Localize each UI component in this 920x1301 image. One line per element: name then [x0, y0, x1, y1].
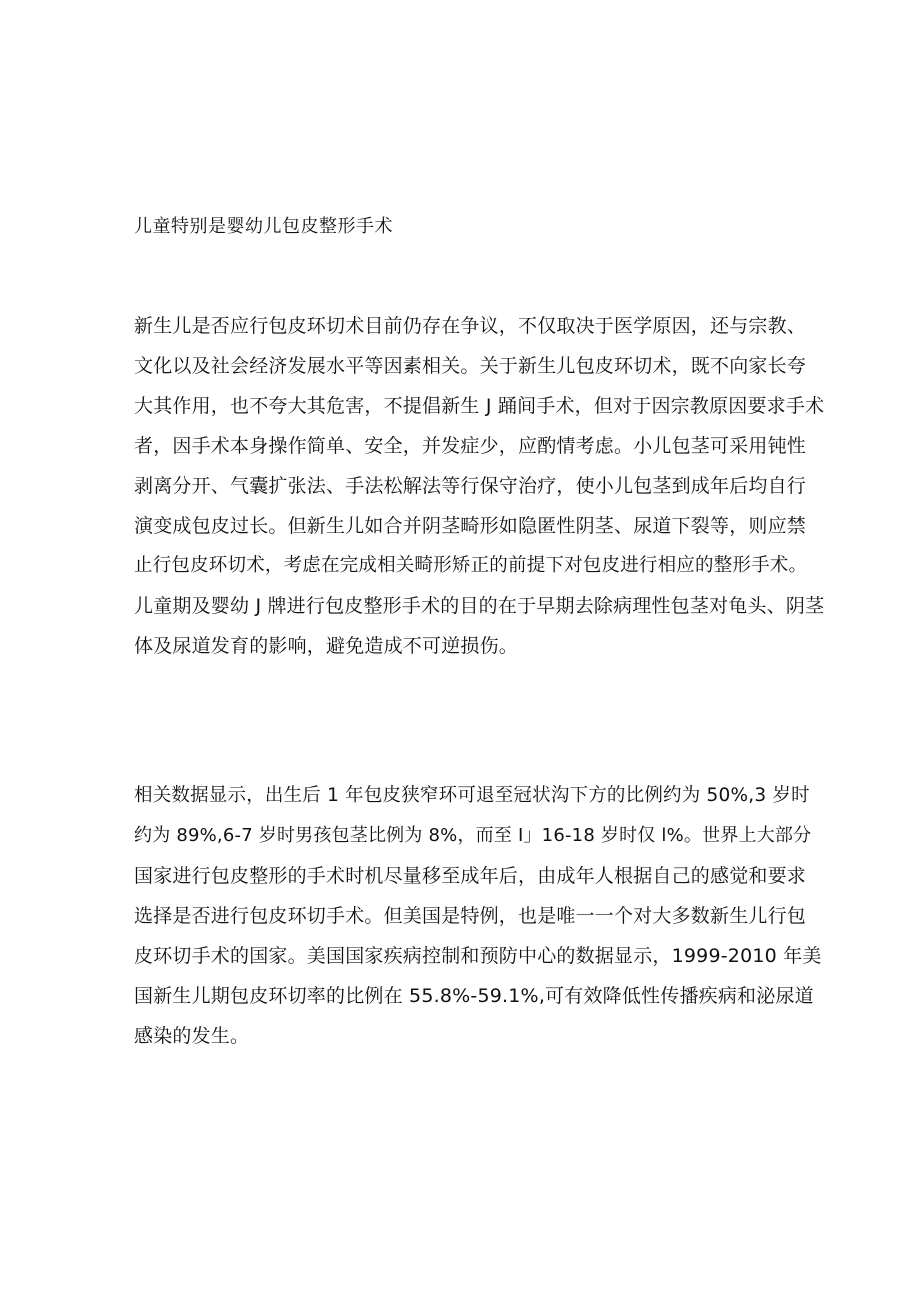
paragraph-line: 者，因手术本身操作简单、安全，并发症少，应酌情考虑。小儿包茎可采用钝性 — [134, 435, 807, 457]
paragraph-2 — [134, 776, 822, 1056]
paragraph-line: 文化以及社会经济发展水平等因素相关。关于新生儿包皮环切术，既不向家长夸 — [134, 355, 807, 377]
paragraph-1 — [134, 306, 825, 666]
paragraph-line: 感染的发生。 — [134, 1025, 250, 1047]
paragraph-line: 国新生儿期包皮环切率的比例在 55.8%-59.1%,可有效降低性传播疾病和泌尿道 — [134, 985, 814, 1007]
paragraph-line: 选择是否进行包皮环切手术。但美国是特例，也是唯一一个对大多数新生儿行包 — [134, 905, 807, 927]
paragraph-line: 大其作用，也不夸大其危害，不提倡新生 J 踊间手术，但对于因宗教原因要求手术 — [134, 395, 825, 417]
paragraph-line: 皮环切手术的国家。美国国家疾病控制和预防中心的数据显示，1999-2010 年美 — [134, 945, 822, 967]
paragraph-line: 相关数据显示，出生后 1 年包皮狭窄环可退至冠状沟下方的比例约为 50%,3 岁时 — [134, 785, 810, 806]
paragraph-line: 止行包皮环切术，考虑在完成相关畸形矫正的前提下对包皮进行相应的整形手术。 — [134, 555, 808, 576]
paragraph-line: 体及尿道发育的影响，避免造成不可逆损伤。 — [134, 635, 519, 657]
paragraph-line: 剥离分开、气囊扩张法、手法松解法等行保守治疗，使小儿包茎到成年后均自行 — [134, 475, 807, 497]
paragraph-line: 演变成包皮过长。但新生儿如合并阴茎畸形如隐匿性阴茎、尿道下裂等，则应禁 — [134, 515, 807, 537]
document-title: 儿童特别是婴幼儿包皮整形手术 — [134, 216, 393, 237]
paragraph-line: 新生儿是否应行包皮环切术目前仍存在争议，不仅取决于医学原因，还与宗教、 — [134, 315, 807, 337]
paragraph-line: 国家进行包皮整形的手术时机尽量移至成年后，由成年人根据自己的感觉和要求 — [134, 865, 807, 887]
paragraph-line: 约为 89%,6-7 岁时男孩包茎比例为 8%，而至 I」16-18 岁时仅 l%。世界上大部分 — [134, 825, 812, 846]
paragraph-line: 儿童期及婴幼 J 牌进行包皮整形手术的目的在于早期去除病理性包茎对龟头、阴茎 — [134, 595, 825, 617]
